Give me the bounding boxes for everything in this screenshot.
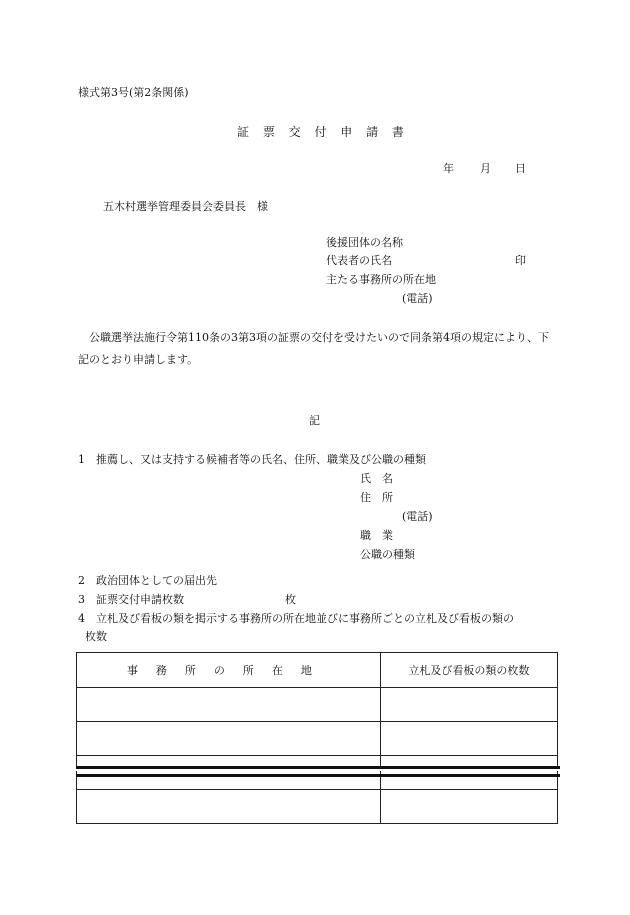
table-cell-count[interactable] — [380, 688, 557, 722]
date-day: 日 — [515, 162, 526, 175]
candidate-name-label: 氏 名 — [360, 472, 393, 485]
item4-text: 立札及び看板の類を掲示する事務所の所在地並びに事務所ごとの立札及び看板の類の — [96, 612, 514, 625]
item1-number: 1 — [78, 453, 85, 466]
table-cell-location[interactable] — [77, 722, 381, 756]
applicant-office-address-label: 主たる事務所の所在地 — [326, 273, 436, 286]
header-sign-count: 立札及び看板の類の枚数 — [380, 653, 557, 688]
page-title: 証 票 交 付 申 請 書 — [237, 125, 409, 139]
table-header-row — [77, 653, 558, 688]
table-row — [77, 790, 558, 824]
item3-text: 証票交付申請枚数 — [96, 593, 184, 606]
candidate-address-label: 住 所 — [360, 491, 393, 504]
table-cell-location[interactable] — [77, 688, 381, 722]
office-table — [76, 652, 558, 824]
ki-heading: 記 — [309, 414, 320, 427]
table-row — [77, 756, 558, 790]
table-cell-location[interactable] — [77, 790, 381, 824]
table-cell-count[interactable] — [380, 722, 557, 756]
item3-unit: 枚 — [285, 593, 296, 606]
table-cell-count[interactable] — [380, 756, 557, 790]
item3-number: 3 — [78, 593, 85, 606]
applicant-org-name-label: 後援団体の名称 — [326, 236, 403, 249]
applicant-phone-label: (電話) — [402, 292, 433, 305]
applicant-rep-name-label: 代表者の氏名 — [326, 254, 392, 267]
table-row — [77, 688, 558, 722]
item1-text: 推薦し、又は支持する候補者等の氏名、住所、職業及び公職の種類 — [96, 453, 426, 466]
date-month: 月 — [480, 162, 491, 175]
form-id: 様式第3号(第2条関係) — [78, 86, 189, 99]
table-row — [77, 722, 558, 756]
date-year: 年 — [443, 162, 454, 175]
item4-text-continued: 枚数 — [85, 630, 107, 643]
table-cut-line-top — [76, 766, 560, 769]
candidate-office-type-label: 公職の種類 — [360, 548, 415, 561]
item2-text: 政治団体としての届出先 — [96, 574, 217, 587]
seal-mark: 印 — [515, 254, 526, 267]
item4-number: 4 — [78, 612, 85, 625]
table-cell-count[interactable] — [380, 790, 557, 824]
table-cut-line-bottom — [76, 774, 560, 777]
item2-number: 2 — [78, 574, 85, 587]
table-cell-location[interactable] — [77, 756, 381, 790]
candidate-phone-label: (電話) — [402, 510, 433, 523]
body-paragraph: 公職選挙法施行令第110条の3第3項の証票の交付を受けたいので同条第4項の規定により、下記のとおり申請します。 — [78, 331, 549, 366]
candidate-occupation-label: 職 業 — [360, 529, 393, 542]
header-office-location: 事務所の所在地 — [77, 653, 381, 688]
addressee: 五木村選挙管理委員会委員長 様 — [103, 200, 268, 213]
